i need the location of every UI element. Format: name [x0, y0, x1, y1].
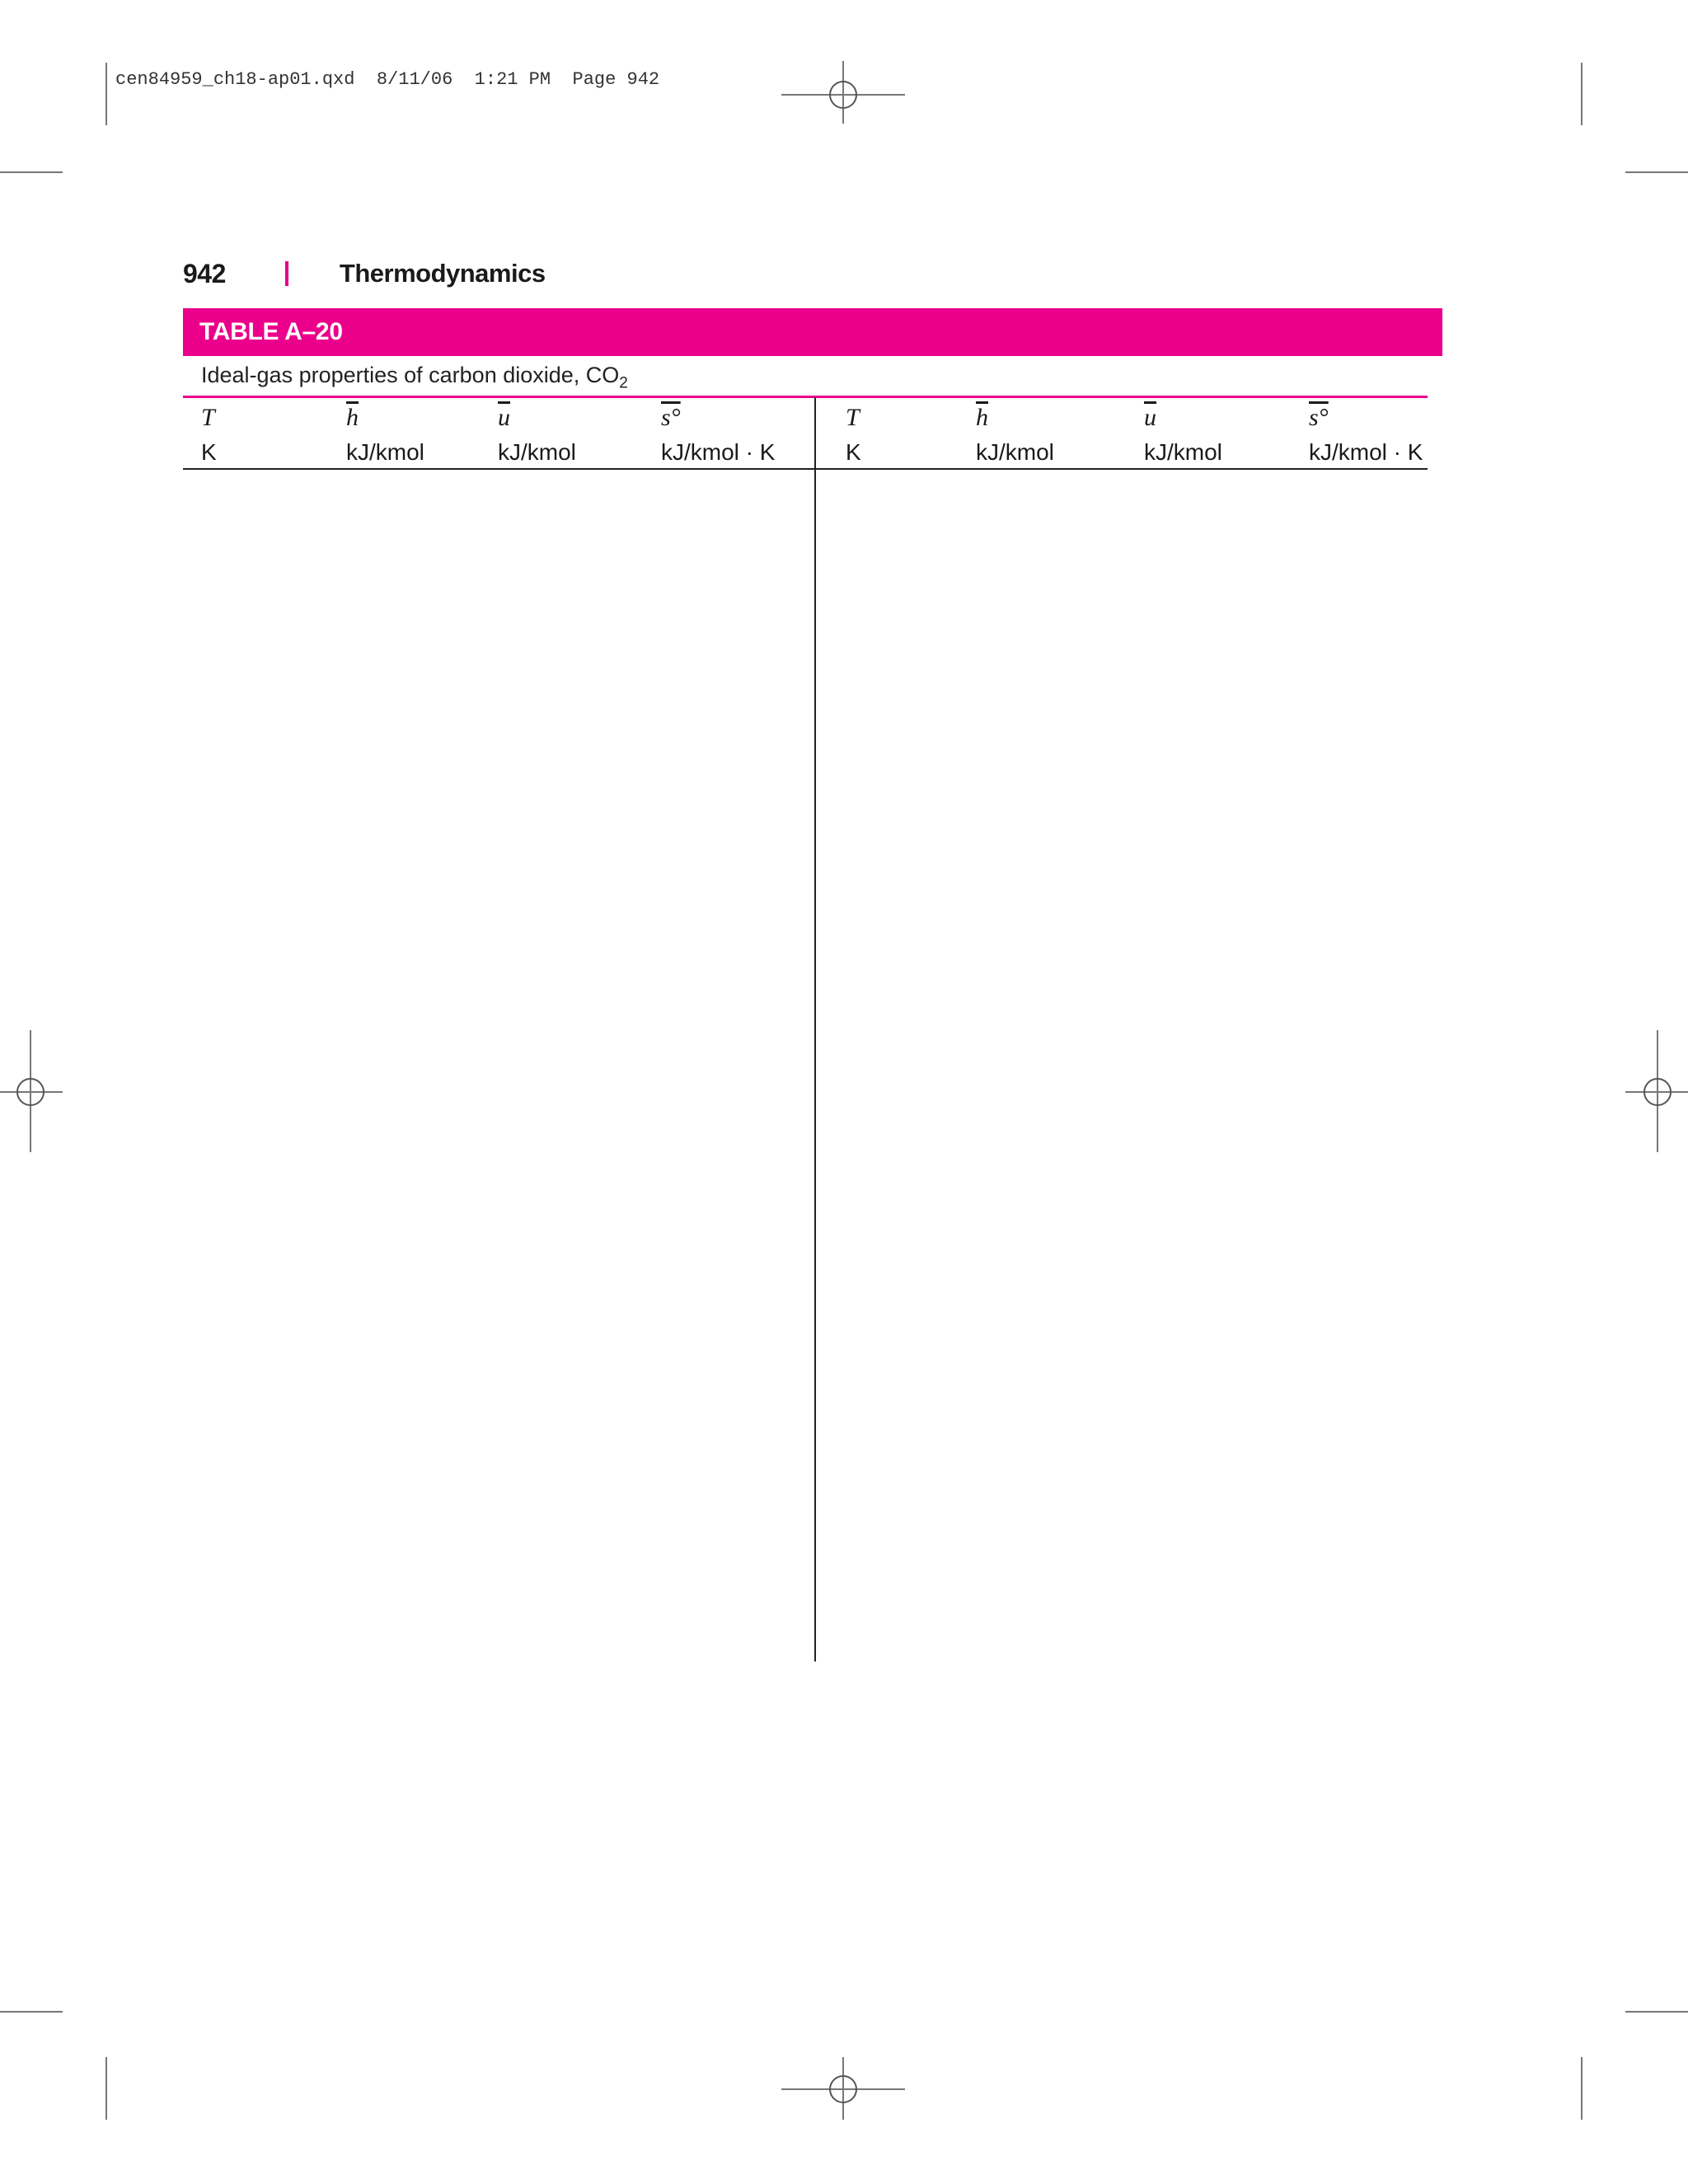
header-symbol-u-left: $\overline{u}$ — [498, 404, 510, 431]
running-head-separator — [285, 261, 288, 286]
header-unit-u-left: kJ/kmol — [498, 439, 576, 465]
header-rule-right — [814, 468, 1428, 470]
header-rule-left — [183, 468, 814, 470]
table-caption — [201, 363, 628, 392]
header-unit-h-left: kJ/kmol — [346, 439, 424, 465]
header-symbol-s-right: s° — [1309, 404, 1329, 431]
crop-mark-bottom-right-v — [1581, 2057, 1582, 2120]
header-unit-s-right: kJ/kmol · K — [1309, 439, 1423, 465]
crop-mark-bottom-left-h — [0, 2011, 63, 2013]
header-symbol-s-left: s° — [661, 404, 681, 431]
header-symbol-h-right: $\overline{h}$ — [976, 404, 988, 431]
caption-rule — [183, 396, 1428, 398]
header-symbol-T-right: T — [846, 404, 860, 431]
header-unit-s-left: kJ/kmol · K — [661, 439, 776, 465]
crop-mark-top-left-h — [0, 171, 63, 173]
crop-mark-bottom-right-h — [1625, 2011, 1688, 2013]
page-number: 942 — [183, 258, 226, 288]
crop-mark-top-right-h — [1625, 171, 1688, 173]
crop-mark-top-right-v — [1581, 63, 1582, 125]
table-label-bar — [183, 308, 1442, 356]
book-title: Thermodynamics — [339, 259, 546, 288]
file-slug: cen84959_ch18-ap01.qxd 8/11/06 1:21 PM Page 942 — [115, 69, 660, 90]
header-unit-u-right: kJ/kmol — [1144, 439, 1222, 465]
header-unit-T-right: K — [846, 439, 861, 465]
caption-subscript: 2 — [619, 374, 628, 392]
header-symbol-T-left: T — [201, 404, 215, 431]
header-symbol-h-left: $\overline{h}$ — [346, 404, 359, 431]
running-head — [183, 255, 546, 292]
crop-mark-bottom-left-v — [106, 2057, 107, 2120]
crop-mark-top-left-v — [106, 63, 107, 125]
header-symbol-u-right: $\overline{u}$ — [1144, 404, 1156, 431]
header-unit-T-left: K — [201, 439, 217, 465]
caption-text: Ideal-gas properties of carbon dioxide, CO — [201, 363, 620, 387]
header-unit-h-right: kJ/kmol — [976, 439, 1054, 465]
column-divider — [814, 397, 816, 1661]
table-label: TABLE A–20 — [199, 318, 343, 345]
